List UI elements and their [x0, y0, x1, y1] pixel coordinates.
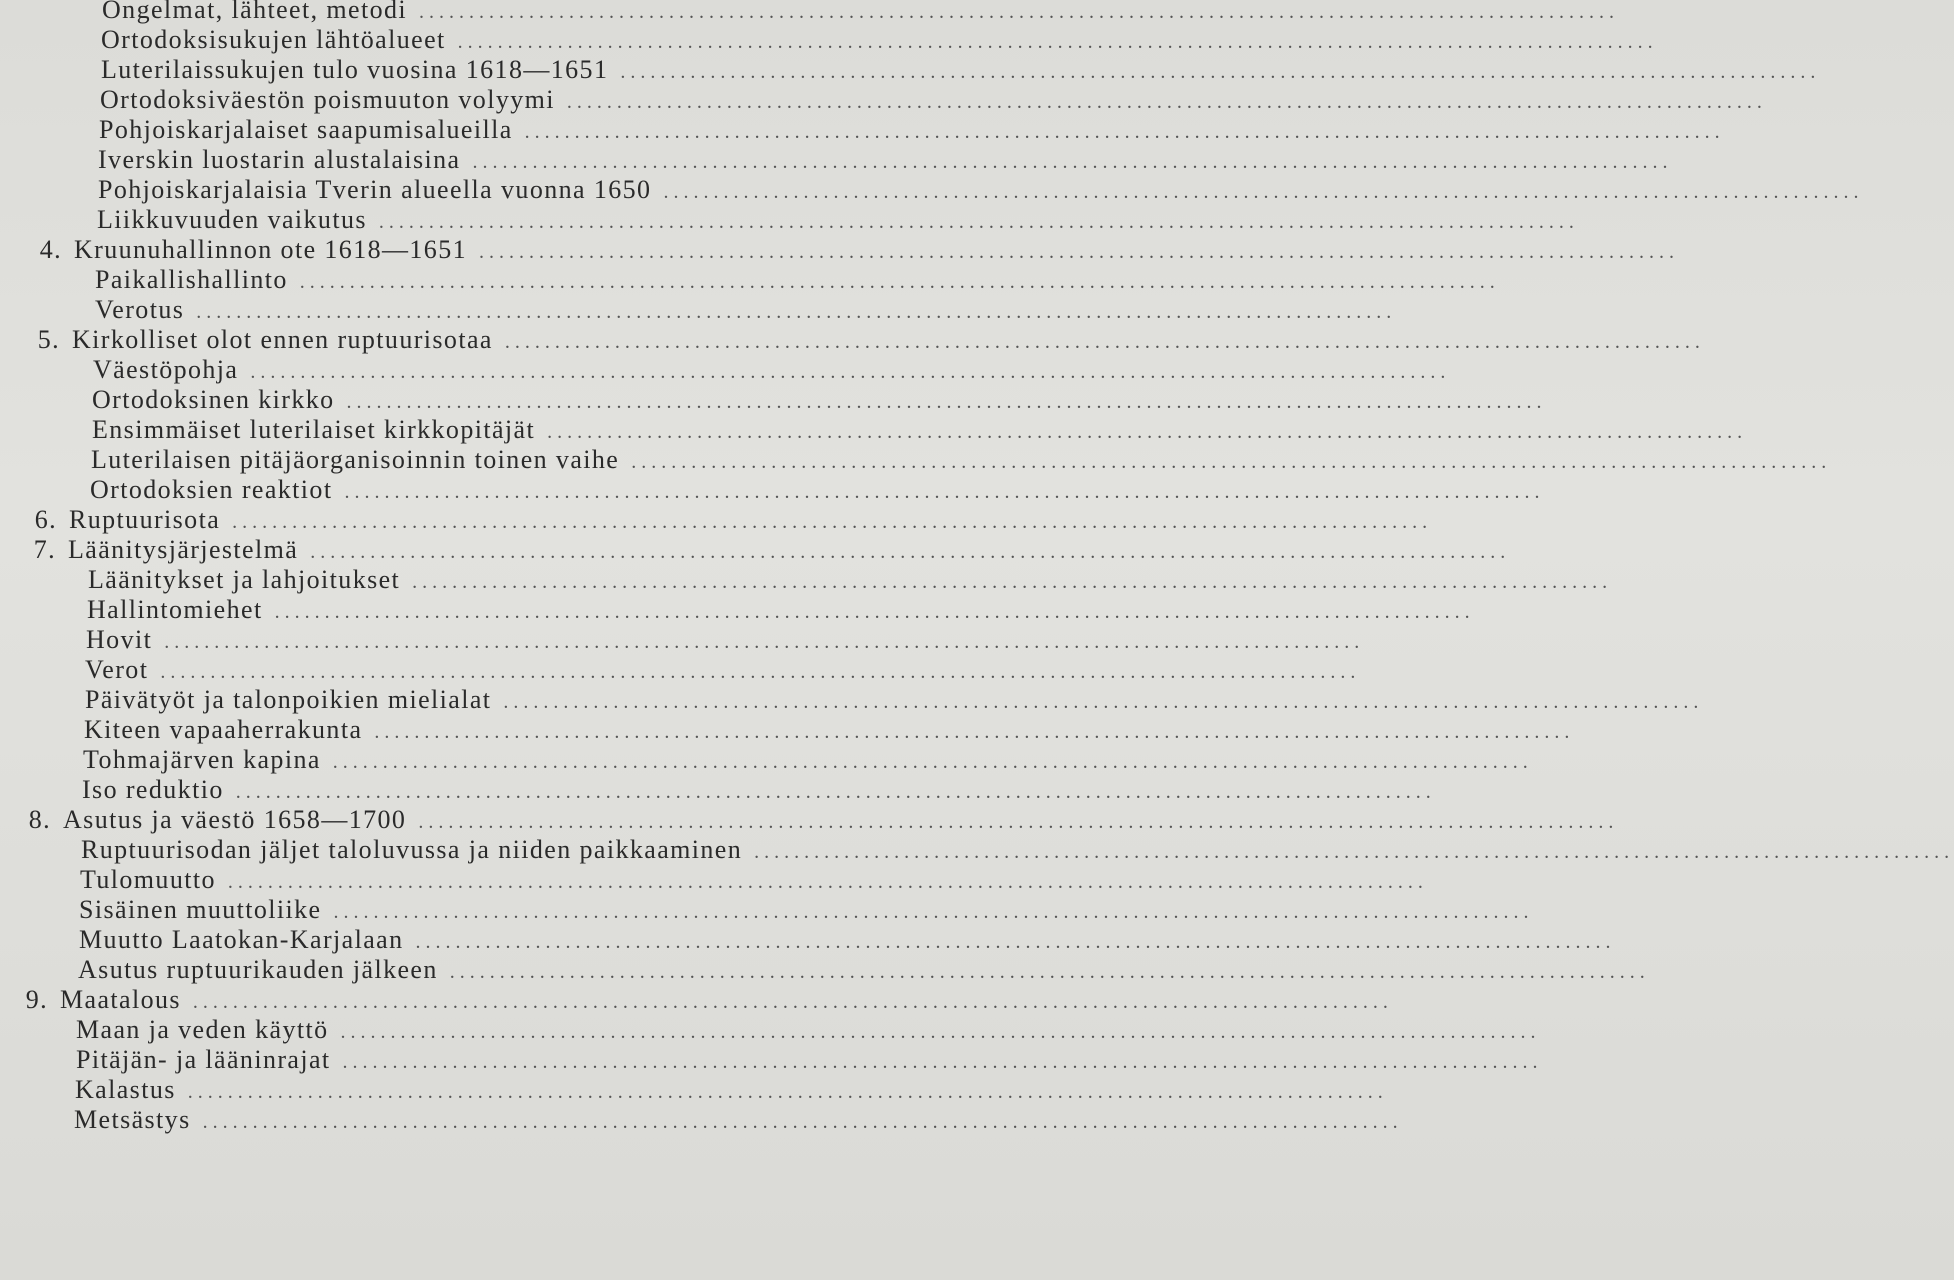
toc-entry	[28, 805, 1619, 834]
dot-leader: ........................................................................................................................	[344, 481, 1545, 503]
toc-entry	[74, 625, 1365, 654]
dot-leader: ........................................................................................................................	[235, 781, 1436, 803]
dot-leader: ........................................................................................................................	[160, 661, 1361, 683]
toc-entry-title: Luterilaissukujen tulo vuosina 1618—1651	[101, 55, 609, 84]
toc-entry-title: Sisäinen muuttoliike	[79, 895, 322, 924]
toc-entry-title: Hovit	[86, 625, 153, 654]
toc-entry-title: Kirkolliset olot ennen ruptuurisotaa	[72, 325, 493, 354]
dot-leader: ........................................................................................................................	[631, 451, 1832, 473]
toc-entry	[64, 1045, 1543, 1074]
dot-leader: ........................................................................................................................	[299, 271, 1500, 293]
toc-entry	[72, 715, 1575, 744]
toc-entry-title: Läänitysjärjestelmä	[68, 535, 299, 564]
dot-leader: ........................................................................................................................	[479, 241, 1680, 263]
dot-leader: ........................................................................................................................	[332, 751, 1533, 773]
toc-entry-title: Päivätyöt ja talonpoikien mielialat	[85, 685, 492, 714]
dot-leader: ........................................................................................................................	[412, 571, 1613, 593]
dot-leader: ........................................................................................................................	[754, 841, 1954, 863]
toc-entry	[71, 745, 1533, 774]
toc-entry-title: Ortodoksinen kirkko	[92, 385, 335, 414]
dot-leader: ........................................................................................................................	[340, 1021, 1541, 1043]
dot-leader: ........................................................................................................................	[504, 331, 1705, 353]
toc-entry	[39, 235, 1680, 264]
toc-entry-title: Tulomuutto	[80, 865, 216, 894]
dot-leader: ........................................................................................................................	[202, 1111, 1403, 1133]
dot-leader: ........................................................................................................................	[333, 901, 1534, 923]
toc-entry	[67, 925, 1616, 954]
toc-entry	[89, 55, 1821, 84]
toc-entry	[75, 595, 1475, 624]
toc-entry-number: 6.	[34, 505, 57, 534]
toc-entry	[80, 415, 1748, 444]
dot-leader: ........................................................................................................................	[374, 721, 1575, 743]
toc-entry-title: Tohmajärven kapina	[83, 745, 321, 774]
toc-entry-title: Ortodoksien reaktiot	[90, 475, 333, 504]
dot-leader: ........................................................................................................................	[503, 691, 1704, 713]
dot-leader: ........................................................................................................................	[274, 601, 1475, 623]
dot-leader: ........................................................................................................................	[342, 1051, 1543, 1073]
toc-entry	[66, 955, 1650, 984]
dot-leader: ........................................................................................................................	[547, 421, 1748, 443]
toc-entry-title: Ruptuurisodan jäljet taloluvussa ja niiden paikkaaminen	[81, 835, 743, 864]
dot-leader: ........................................................................................................................	[187, 1081, 1388, 1103]
toc-entry	[63, 1075, 1388, 1104]
dot-leader: ........................................................................................................................	[566, 91, 1767, 113]
toc-entry-title: Muutto Laatokan-Karjalaan	[79, 925, 404, 954]
dot-leader: ........................................................................................................................	[232, 511, 1433, 533]
dot-leader: ........................................................................................................................	[250, 361, 1451, 383]
toc-entry	[69, 835, 1954, 864]
dot-leader: ........................................................................................................................	[457, 31, 1658, 53]
toc-entry	[89, 25, 1658, 54]
dot-leader: ........................................................................................................................	[620, 61, 1821, 83]
toc-entry-title: Ortodoksiväestön poismuuton volyymi	[100, 85, 555, 114]
toc-entry	[80, 385, 1547, 414]
toc-entry-title: Iverskin luostarin alustalaisina	[98, 145, 461, 174]
dot-leader: ........................................................................................................................	[415, 931, 1616, 953]
toc-entry	[62, 1105, 1403, 1134]
toc-entry	[73, 685, 1704, 714]
toc-entry-title: Maatalous	[60, 985, 181, 1014]
toc-entry	[33, 535, 1511, 564]
toc-entry-title: Pitäjän- ja lääninrajat	[76, 1045, 331, 1074]
toc-entry-title: Verotus	[95, 295, 185, 324]
toc-entry	[90, 0, 1620, 24]
toc-entry-title: Asutus ja väestö 1658—1700	[63, 805, 407, 834]
toc-entry	[25, 985, 1393, 1014]
toc-entry-number: 8.	[28, 805, 51, 834]
toc-entry-title: Maan ja veden käyttö	[76, 1015, 329, 1044]
toc-entry-title: Kalastus	[75, 1075, 176, 1104]
toc-entry-title: Ongelmat, lähteet, metodi	[102, 0, 408, 24]
toc-entry	[83, 295, 1397, 324]
dot-leader: ........................................................................................................................	[164, 631, 1365, 653]
dot-leader: ........................................................................................................................	[227, 871, 1428, 893]
toc-entry	[76, 565, 1613, 594]
dot-leader: ........................................................................................................................	[663, 181, 1864, 203]
toc-entry-title: Luterilaisen pitäjäorganisoinnin toinen vaihe	[91, 445, 620, 474]
toc-entry-number: 5.	[37, 325, 60, 354]
dot-leader: ........................................................................................................................	[310, 541, 1511, 563]
dot-leader: ........................................................................................................................	[418, 811, 1619, 833]
toc-entry-title: Ortodoksisukujen lähtöalueet	[101, 25, 446, 54]
toc-entry	[64, 1015, 1541, 1044]
toc-entry-title: Pohjoiskarjalaiset saapumisalueilla	[99, 115, 513, 144]
toc-entry-title: Iso reduktio	[82, 775, 224, 804]
toc-entry	[83, 265, 1500, 294]
toc-entry	[78, 475, 1545, 504]
toc-entry-title: Paikallishallinto	[95, 265, 288, 294]
toc-entry	[70, 775, 1436, 804]
toc-entry	[86, 175, 1864, 204]
dot-leader: ........................................................................................................................	[524, 121, 1725, 143]
toc-entry-title: Verot	[85, 655, 149, 684]
toc-entry-title: Metsästys	[74, 1105, 191, 1134]
toc-entry	[37, 325, 1705, 354]
toc-entry-title: Liikkuvuuden vaikutus	[97, 205, 367, 234]
toc-entry	[34, 505, 1433, 534]
toc-entry-title: Läänitykset ja lahjoitukset	[88, 565, 401, 594]
dot-leader: ........................................................................................................................	[346, 391, 1547, 413]
dot-leader: ........................................................................................................................	[196, 301, 1397, 323]
toc-entry-title: Asutus ruptuurikauden jälkeen	[78, 955, 438, 984]
toc-entry	[85, 205, 1579, 234]
dot-leader: ........................................................................................................................	[378, 211, 1579, 233]
toc-entry-title: Ensimmäiset luterilaiset kirkkopitäjät	[92, 415, 536, 444]
toc-entry	[67, 895, 1534, 924]
toc-entry-title: Kiteen vapaaherrakunta	[84, 715, 363, 744]
toc-entry-title: Pohjoiskarjalaisia Tverin alueella vuonna 1650	[98, 175, 652, 204]
toc-entry	[88, 85, 1767, 114]
toc-entry	[81, 355, 1451, 384]
toc-entry-title: Hallintomiehet	[87, 595, 263, 624]
dot-leader: ........................................................................................................................	[472, 151, 1673, 173]
toc-entry-title: Ruptuurisota	[69, 505, 221, 534]
toc-entry	[87, 115, 1725, 144]
dot-leader: ........................................................................................................................	[449, 961, 1650, 983]
toc-entry	[73, 655, 1361, 684]
toc-entry-number: 4.	[39, 235, 62, 264]
toc-entry	[86, 145, 1673, 174]
dot-leader: ........................................................................................................................	[419, 1, 1620, 23]
toc-entry-title: Kruunuhallinnon ote 1618—1651	[74, 235, 468, 264]
toc-entry-number: 9.	[25, 985, 48, 1014]
toc-entry-number: 7.	[33, 535, 56, 564]
toc-entry	[79, 445, 1832, 474]
dot-leader: ........................................................................................................................	[192, 991, 1393, 1013]
toc-entry-title: Väestöpohja	[93, 355, 239, 384]
toc-entry	[68, 865, 1428, 894]
